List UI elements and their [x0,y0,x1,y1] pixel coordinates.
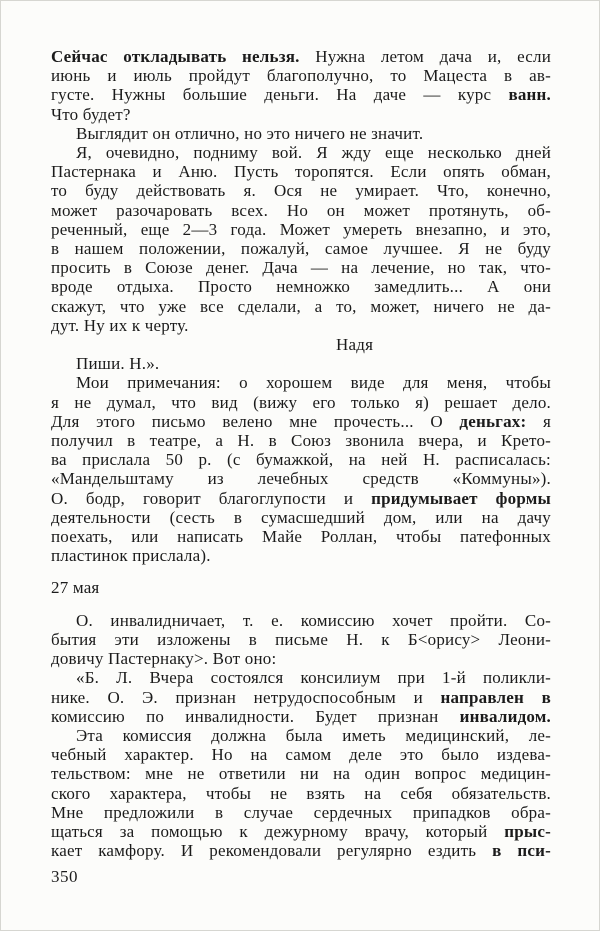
bold-text: инвалидом. [459,706,551,726]
text-line [51,105,551,124]
text-line [51,258,551,277]
text-line [51,745,551,764]
text-line [51,316,551,335]
text-line [51,354,551,373]
text-line [51,611,551,630]
body-text: кает камфору. И рекомендовали регулярно ездить [51,841,493,861]
text-line [51,546,551,565]
body-text: нике. О. Э. признан нетрудоспособным и [51,687,441,707]
signature-line: Надя [336,335,374,355]
body-text: реченный, еще 2—3 года. Может умереть внезапно, и это, [51,219,551,239]
text-line [51,450,551,469]
text-line [51,373,551,392]
text-block [51,47,551,860]
body-text: Мне предложили в случае сердечных припадков обра- [51,802,551,822]
body-text: дут. Ну их к черту. [51,315,189,335]
paragraph [51,726,551,860]
text-line [51,726,551,745]
body-text: тельством: мне не ответили ни на один вопрос медицин- [51,764,551,784]
text-line [51,239,551,258]
text-line [51,688,551,707]
body-text: деятельности (сесть в сумасшедший дом, или на дачу [51,507,551,527]
bold-text: направлен в [440,687,551,707]
text-line [51,803,551,822]
body-text: Нужна летом дача и, если [299,47,551,66]
text-line [51,764,551,783]
body-text: Пастернака и Аню. Пусть торопятся. Если опять обман, [51,162,551,182]
body-text: я не думал, что вид (вижу его только я) решает дело. [51,392,551,412]
text-line [51,297,551,316]
body-text: я [526,411,551,431]
paragraph [51,611,551,669]
body-text: может разочаровать всех. Но он может протянуть, об- [51,200,551,220]
text-line [51,527,551,546]
body-text: получил в театре, а Н. в Союз звонила вчера, и Крето- [51,431,551,451]
text-line [51,181,551,200]
paragraph [51,47,551,124]
text-line [51,822,551,841]
bold-text: придумывает формы [371,488,551,508]
body-text: «Б. Л. Вчера состоялся консилиум при 1-й поликли- [76,668,551,688]
text-line [51,66,551,85]
body-text: поехать, или написать Майе Роллан, чтобы патефонных [51,527,551,547]
body-text: ского характера, чтобы не взять на себя обязательств. [51,783,551,803]
text-line [51,841,551,860]
body-text: то буду действовать я. Ося не умирает. Что, конечно, [51,181,551,201]
body-text: «Мандельштаму из лечебных средств «Коммуны»). [51,469,551,489]
bold-text: деньгах: [459,411,527,431]
body-text: Выглядит он отлично, но это ничего не значит. [76,123,424,143]
body-text: комиссию по инвалидности. Будет признан [51,706,460,726]
body-text: в нашем положении, пожалуй, самое лучшее. Я не буду [51,239,551,259]
text-line [51,707,551,726]
paragraph [51,668,551,726]
body-text: Пиши. Н.». [76,354,160,374]
body-text: бытия эти изложены в письме Н. к Б<орису> Леони- [51,629,551,649]
body-text: Что будет? [51,104,131,124]
text-line [51,489,551,508]
body-text: Мои примечания: о хорошем виде для меня, чтобы [76,373,551,393]
body-text: чебный характер. Но на самом деле это было издева- [51,745,551,765]
bold-text: в пси- [492,841,551,861]
body-text: просить в Союзе денег. Дача — на лечение, но так, что- [51,258,551,278]
text-line [51,220,551,239]
paragraph [51,354,551,373]
bold-text: прыс- [504,821,551,841]
text-line [51,630,551,649]
body-text: ва прислала 50 р. (с бумажкой, на ней Н. расписалась: [51,450,551,470]
paragraph [51,124,551,143]
text-line [51,784,551,803]
text-line [51,201,551,220]
body-text: Для этого письмо велено мне прочесть... О [51,411,460,431]
text-line [51,277,551,296]
body-text: щаться за помощью к дежурному врачу, который [51,821,505,841]
text-line [51,143,551,162]
text-line [51,124,551,143]
body-text: вроде отдыха. Просто немножко замедлить... А они [51,277,551,297]
body-text: довичу Пастернаку>. Вот оно: [51,649,277,669]
text-line [51,412,551,431]
text-line [51,393,551,412]
body-text: июнь и июль пройдут благополучно, то Мацеста в ав- [51,66,551,86]
text-line [51,47,551,66]
body-text: густе. Нужны большие деньги. На даче — курс [51,85,509,105]
body-text: пластинок прислала). [51,546,211,566]
text-line [51,508,551,527]
body-text: Эта комиссия должна была иметь медицинский, ле- [76,725,551,745]
paragraph [51,143,551,335]
body-text: скажут, что уже все сделали, а то, может, ничего не да- [51,296,551,316]
text-line [51,469,551,488]
text-line [51,431,551,450]
paragraph [51,373,551,565]
page-number: 350 [51,867,78,887]
text-line [51,85,551,104]
date-heading: 27 мая [51,578,100,598]
bold-text: Сейчас откладывать нельзя. [51,47,300,66]
text-line [51,162,551,181]
body-text: О. бодр, говорит благоглупости и [51,488,372,508]
text-line [51,668,551,687]
body-text: Я, очевидно, подниму вой. Я жду еще несколько дней [76,143,551,163]
text-line [51,649,551,668]
body-text: О. инвалидничает, т. е. комиссию хочет пройти. Со- [76,610,551,630]
bold-text: ванн. [508,85,551,105]
